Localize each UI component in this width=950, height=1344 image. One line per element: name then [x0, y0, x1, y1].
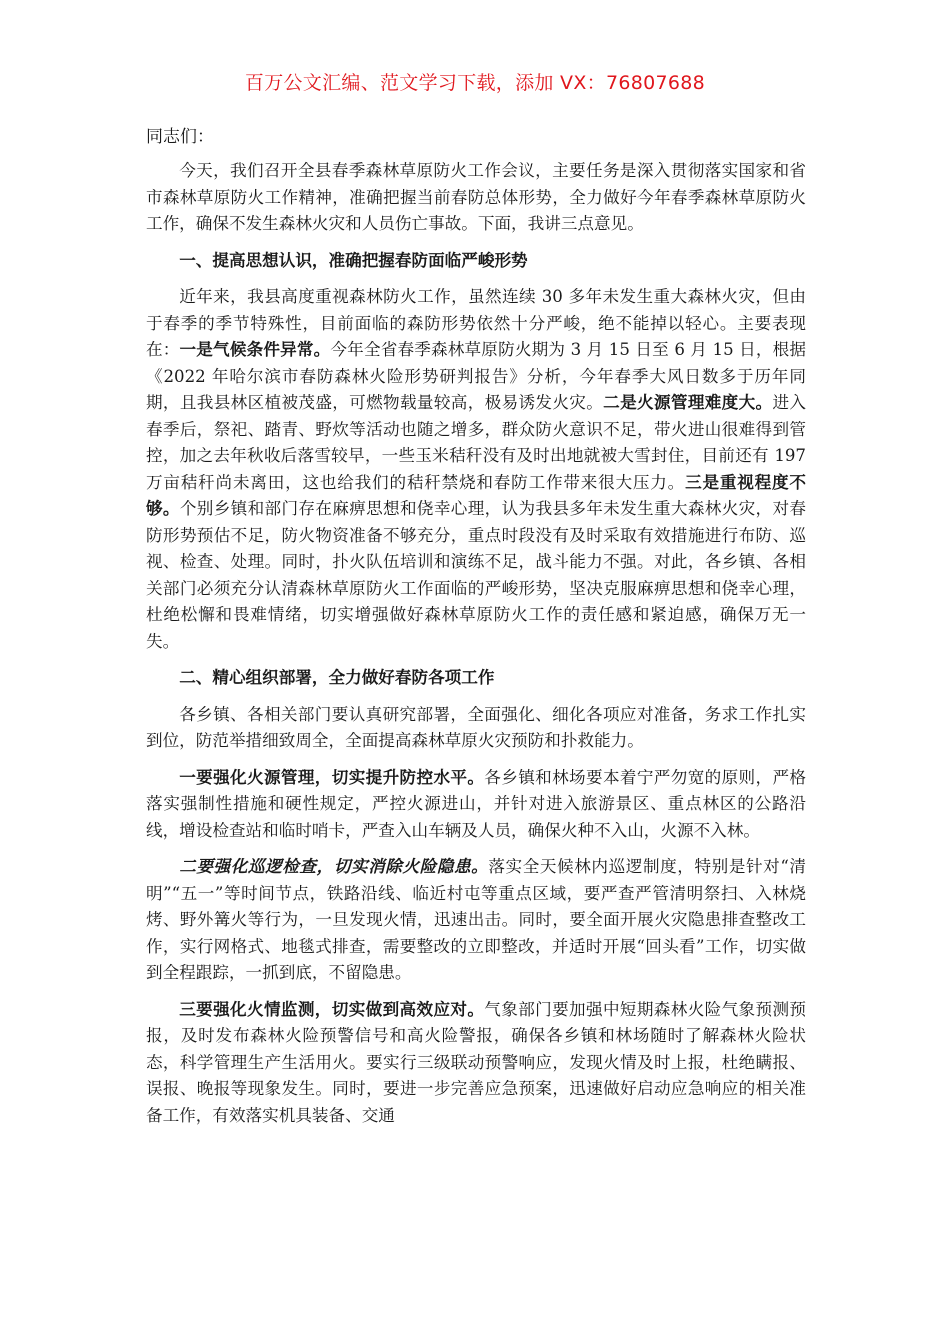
- section1-paragraph: [146, 284, 806, 655]
- point-one-title: 一是气候条件异常。: [179, 340, 331, 359]
- section1-text-a: 近年来，我县高度重视森林防火工作，虽然连续 30 多年未发生重大森林火灾，但由于春季的季节特殊性，目前面临的森防形势依然十分严峻，绝不能掉以轻心。主要表现在：: [146, 287, 806, 359]
- item1-title: 一要强化火源管理，切实提升防控水平。: [179, 767, 485, 787]
- section-heading-1: 一、提高思想认识，准确把握春防面临严峻形势: [179, 250, 528, 270]
- section1-text-d: 个别乡镇和部门存在麻痹思想和侥幸心理，认为我县多年未发生重大森林火灾，对春防形势预估不足，防火物资准备不够充分，重点时段没有及时采取有效措施进行布防、巡视、检查、处理。同时，扑火队伍培训和演练不足，战斗能力不强。对此，各乡镇、各相关部门必须充分认清森林草原防火工作面临的严峻形势，坚决克服麻痹思想和侥幸心理，杜绝松懈和畏难情绪，切实增强做好森林草原防火工作的责任感和紧迫感，确保万无一失。: [146, 499, 807, 651]
- document-body: [146, 158, 806, 1139]
- item2-title: 二要强化巡逻检查，切实消除火险隐患。: [179, 857, 489, 876]
- section2-item-2: [146, 854, 806, 987]
- section1-text-b: 今年全省春季森林草原防火期为 3 月 15 日至 6 月 15 日，根据《2022 年哈尔滨市春防森林火险形势研判报告》分析，今年春季大风日数多于历年同期，且我县林区植被茂盛，可燃物载量较高，极易诱发火灾。: [146, 340, 806, 412]
- section2-intro: 各乡镇、各相关部门要认真研究部署，全面强化、细化各项应对准备，务求工作扎实到位，防范举措细致周全，全面提高森林草原火灾预防和扑救能力。: [146, 704, 806, 750]
- item3-title: 三要强化火情监测，切实做到高效应对。: [179, 999, 485, 1019]
- item1-text: 各乡镇和林场要本着宁严勿宽的原则，严格落实强制性措施和硬性规定，严控火源进山，并针对进入旅游景区、重点林区的公路沿线，增设检查站和临时哨卡，严查入山车辆及人员，确保火种不入山，火源不入林。: [146, 767, 806, 840]
- salutation: 同志们：: [146, 127, 214, 147]
- point-two-title: 二是火源管理难度大。: [603, 393, 773, 412]
- section1-text-c: 进入春季后，祭祀、踏青、野炊等活动也随之增多，群众防火意识不足，带火进山很难得到管控，加之去年秋收后落雪较早，一些玉米秸秆没有及时出地就被大雪封住，目前还有 197 万亩秸秆尚未离田，这也给我们的秸秆禁烧和春防工作带来很大压力。: [146, 393, 807, 492]
- item3-text: 气象部门要加强中短期森林火险气象预测预报，及时发布森林火险预警信号和高火险警报，确保各乡镇和林场随时了解森林火险状态，科学管理生产生活用火。要实行三级联动预警响应，发现火情及时上报，杜绝瞒报、误报、晚报等现象发生。同时，要进一步完善应急预案，迅速做好启动应急响应的相关准备工作，有效落实机具装备、交通: [146, 999, 806, 1125]
- intro-paragraph: 今天，我们召开全县春季森林草原防火工作会议，主要任务是深入贯彻落实国家和省市森林草原防火工作精神，准确把握当前春防总体形势，全力做好今年春季森林草原防火工作，确保不发生森林火灾和人员伤亡事故。下面，我讲三点意见。: [146, 161, 806, 233]
- section2-item-3: [146, 997, 806, 1130]
- section-heading-2: 二、精心组织部署，全力做好春防各项工作: [179, 668, 495, 687]
- section2-item-1: [146, 765, 806, 845]
- item2-text: 落实全天候林内巡逻制度，特别是针对“清明”“五一”等时间节点，铁路沿线、临近村屯等重点区域，要严查严管清明祭扫、入林烧烤、野外篝火等行为，一旦发现火情，迅速出击。同时，要全面开展火灾隐患排查整改工作，实行网格式、地毯式排查，需要整改的立即整改，并适时开展“回头看”工作，切实做到全程跟踪，一抓到底，不留隐患。: [146, 857, 807, 982]
- watermark-banner: 百万公文汇编、范文学习下载，添加 VX：76807688: [244, 72, 706, 94]
- point-three-title: 三是重视程度不够。: [146, 472, 807, 518]
